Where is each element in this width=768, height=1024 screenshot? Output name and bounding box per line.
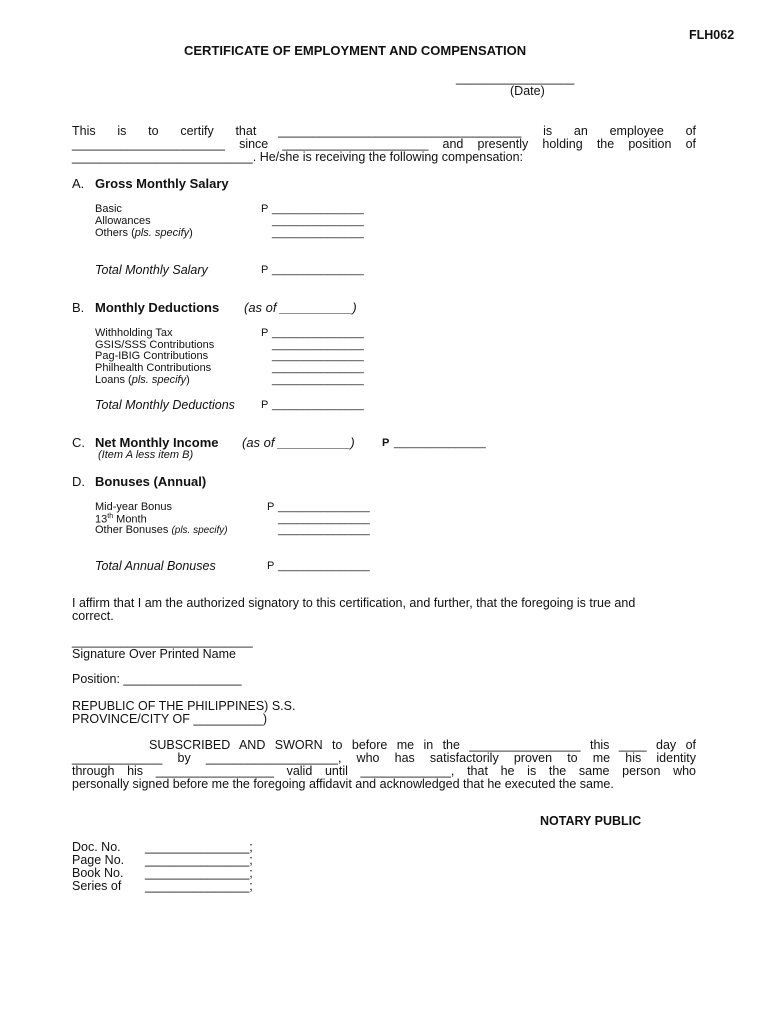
book-no-field[interactable]: _______________;	[145, 866, 253, 880]
form-code: FLH062	[689, 28, 735, 42]
affirm-line-1: I affirm that I am the authorized signatory to this certification, and further, that the foregoing is true and	[72, 596, 636, 610]
intro-line-3[interactable]: __________________________. He/she is receiving the following compensation:	[72, 150, 524, 164]
total-annual-bonuses-label: Total Annual Bonuses	[95, 559, 216, 573]
net-income-prefix: P	[382, 437, 390, 449]
item-midyear-field[interactable]: _______________	[278, 501, 370, 513]
item-other-bonuses-field[interactable]: _______________	[278, 524, 370, 536]
item-gsis-label: GSIS/SSS Contributions	[95, 339, 215, 351]
intro-line-1[interactable]: This is to certify that ___________________________________ is an employee of	[72, 124, 696, 138]
item-pagibig-field[interactable]: _______________	[272, 350, 364, 362]
notary-public-label: NOTARY PUBLIC	[540, 814, 642, 828]
date-field[interactable]: _________________	[456, 71, 575, 85]
item-allowances-field[interactable]: _______________	[272, 215, 364, 227]
doc-no-field[interactable]: _______________;	[145, 840, 253, 854]
series-of-field[interactable]: _______________;	[145, 879, 253, 893]
total-monthly-deductions-field[interactable]: _______________	[272, 399, 364, 411]
position-field[interactable]: Position: _________________	[72, 672, 242, 686]
item-philhealth-field[interactable]: _______________	[272, 362, 364, 374]
item-allowances-label: Allowances	[95, 215, 151, 227]
sworn-line-3[interactable]: through his _________________ valid until _____________, that he is the same person who	[72, 764, 696, 778]
signature-label: Signature Over Printed Name	[72, 647, 236, 661]
sworn-line-4: personally signed before me the foregoing affidavit and acknowledged that he executed the same.	[72, 777, 614, 791]
item-others-label: Others (pls. specify)	[95, 227, 193, 239]
total-annual-bonuses-field[interactable]: _______________	[278, 560, 370, 572]
section-a-letter: A.	[72, 176, 85, 191]
affirm-line-2: correct.	[72, 609, 114, 623]
item-basic-field[interactable]: _______________	[272, 203, 364, 215]
item-withholding-label: Withholding Tax	[95, 327, 173, 339]
item-pagibig-label: Pag-IBIG Contributions	[95, 350, 209, 362]
total-monthly-salary-field[interactable]: _______________	[272, 264, 364, 276]
section-d-letter: D.	[72, 474, 85, 489]
item-loans-field[interactable]: _______________	[272, 374, 364, 386]
item-13th-month-label: 13th Month	[95, 513, 147, 526]
item-other-bonuses-label: Other Bonuses (pls. specify)	[95, 524, 228, 536]
total-annual-bonuses-prefix: P	[267, 560, 275, 572]
republic-line-1: REPUBLIC OF THE PHILIPPINES) S.S.	[72, 699, 296, 713]
intro-line-2[interactable]: ______________________ since _____________________ and presently holding the position of	[72, 137, 696, 151]
signature-field[interactable]: __________________________	[72, 634, 253, 648]
section-c-as-of[interactable]: (as of __________)	[242, 435, 355, 450]
sworn-line-2[interactable]: _____________ by ___________________, who has satisfactorily proven to me his identity	[72, 751, 696, 765]
total-monthly-deductions-label: Total Monthly Deductions	[95, 398, 235, 412]
section-a-heading: Gross Monthly Salary	[95, 176, 229, 191]
item-others-field[interactable]: _______________	[272, 227, 364, 239]
item-13th-month-field[interactable]: _______________	[278, 513, 370, 525]
page-no-label: Page No.	[72, 853, 125, 867]
section-d-heading: Bonuses (Annual)	[95, 474, 207, 489]
section-b-as-of[interactable]: (as of __________)	[244, 300, 357, 315]
section-b-letter: B.	[72, 300, 85, 315]
doc-no-label: Doc. No.	[72, 840, 121, 854]
item-philhealth-label: Philhealth Contributions	[95, 362, 212, 374]
item-loans-label: Loans (pls. specify)	[95, 374, 190, 386]
book-no-label: Book No.	[72, 866, 124, 880]
section-b-heading: Monthly Deductions	[95, 300, 220, 315]
total-monthly-salary-label: Total Monthly Salary	[95, 263, 208, 277]
item-midyear-label: Mid-year Bonus	[95, 501, 173, 513]
item-basic-prefix: P	[261, 203, 269, 215]
item-basic-label: Basic	[95, 203, 122, 215]
sworn-line-1[interactable]: SUBSCRIBED AND SWORN to before me in the ________________ this ____ day of	[149, 738, 696, 752]
total-monthly-deductions-prefix: P	[261, 399, 269, 411]
item-midyear-prefix: P	[267, 501, 275, 513]
date-label: (Date)	[510, 84, 545, 98]
republic-line-2[interactable]: PROVINCE/CITY OF __________)	[72, 712, 267, 726]
section-c-heading: Net Monthly Income	[95, 435, 219, 450]
page-no-field[interactable]: _______________;	[145, 853, 253, 867]
page-title: CERTIFICATE OF EMPLOYMENT AND COMPENSATION	[184, 43, 527, 58]
net-income-note: (Item A less item B)	[98, 449, 194, 461]
net-income-field[interactable]: _______________	[394, 437, 486, 449]
section-c-letter: C.	[72, 435, 85, 450]
item-gsis-field[interactable]: _______________	[272, 339, 364, 351]
series-of-label: Series of	[72, 879, 122, 893]
total-monthly-salary-prefix: P	[261, 264, 269, 276]
item-withholding-field[interactable]: _______________	[272, 327, 364, 339]
item-withholding-prefix: P	[261, 327, 269, 339]
